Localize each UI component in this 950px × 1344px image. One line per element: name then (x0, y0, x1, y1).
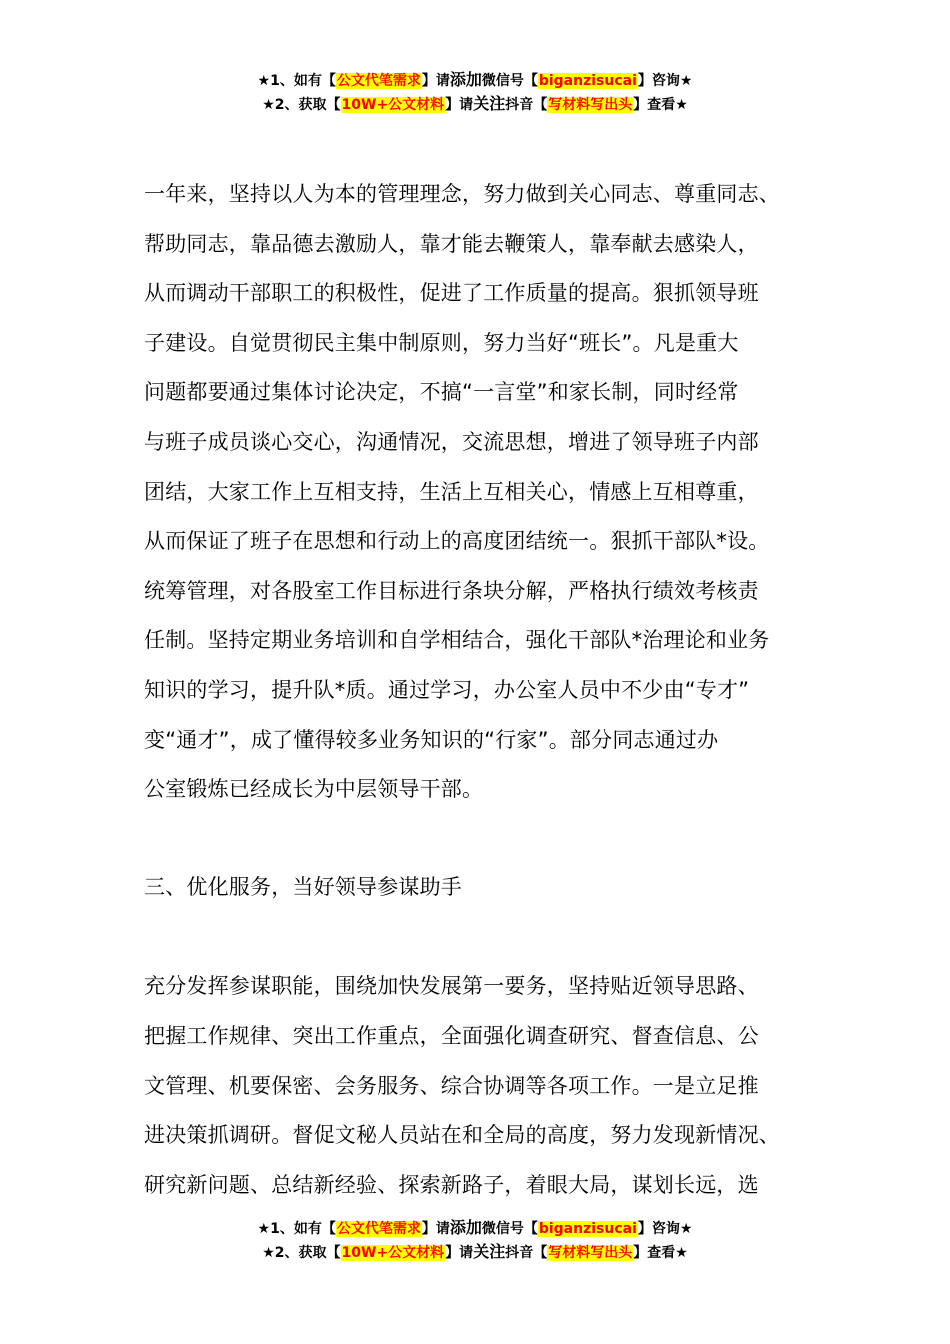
promo-emphasis: 添加 (449, 1218, 482, 1237)
promo-text: 抖音【 (505, 1245, 548, 1261)
promo-highlight-wechat-id: biganzisucai (538, 1221, 637, 1237)
promo-text: 抖音【 (505, 97, 548, 113)
promo-highlight-douyin-id: 写材料写出头 (548, 97, 633, 113)
body-paragraph-1: 一年来，坚持以人为本的管理理念，努力做到关心同志、尊重同志、 帮助同志，靠品德去激励人，靠才能去鞭策人，靠奉献去感染人， 从而调动干部职工的积极性，促进了工作质量的提高。狠抓领导班 子建设。自觉贯彻民主集中制原则，努力当好“班长”。凡是重大 问题都要通过集体讨论决定，不搞“一言堂”和家长制，同时经常 与班子成员谈心交心，沟通情况，交流思想，增进了领导班子内部 团结，大家工作上互相支持，生活上互相关心，情感上互相尊重， 从而保证了班子在思想和行动上的高度团结统一。狠抓干部队*设。 统筹管理，对各股室工作目标进行条块分解，严格执行绩效考核责 任制。坚持定期业务培训和自学相结合，强化干部队*治理论和业务 知识的学习，提升队*质。通过学习，办公室人员中不少由“专才” 变“通才”，成了懂得较多业务知识的“行家”。部分同志通过办 公室锻炼已经成长为中层领导干部。 (144, 182, 780, 802)
promo-text: 】查看★ (633, 1245, 688, 1261)
promo-text: 】咨询★ (637, 73, 693, 89)
promo-text: ★1、如有【 (257, 73, 336, 89)
promo-text: 】查看★ (633, 97, 688, 113)
promo-highlight: 公文代笔需求 (336, 1221, 421, 1237)
document-body (144, 170, 824, 1210)
promo-line-1 (0, 1216, 950, 1240)
promo-emphasis: 关注 (473, 94, 506, 113)
promo-text: ★2、获取【 (262, 97, 341, 113)
promo-text: 】请 (445, 1245, 474, 1261)
promo-banner-top (0, 68, 950, 116)
promo-text: 微信号【 (481, 73, 538, 89)
promo-text: 微信号【 (481, 1221, 538, 1237)
body-paragraph-2: 充分发挥参谋职能，围绕加快发展第一要务，坚持贴近领导思路、 把握工作规律、突出工作重点，全面强化调查研究、督查信息、公 文管理、机要保密、会务服务、综合协调等各项工作。一是立足推 进决策抓调研。督促文秘人员站在和全局的高度，努力发现新情况、 研究新问题、总结新经验、探索新路子，着眼大局，谋划长远，选 (144, 974, 780, 1197)
promo-emphasis: 关注 (473, 1242, 506, 1261)
promo-highlight: 10W+公文材料 (341, 97, 445, 113)
promo-highlight-wechat-id: biganzisucai (538, 73, 637, 89)
paragraph-spacer (144, 912, 824, 962)
promo-highlight: 公文代笔需求 (336, 73, 421, 89)
promo-text: 】请 (445, 97, 474, 113)
section-heading: 三、优化服务，当好领导参谋助手 (144, 874, 462, 899)
promo-text: 】请 (421, 1221, 450, 1237)
promo-line-2 (0, 92, 950, 116)
promo-text: ★2、获取【 (262, 1245, 341, 1261)
promo-text: ★1、如有【 (257, 1221, 336, 1237)
promo-text: 】咨询★ (637, 1221, 693, 1237)
promo-banner-bottom (0, 1216, 950, 1264)
promo-line-2 (0, 1240, 950, 1264)
paragraph-spacer (144, 815, 824, 863)
promo-highlight: 10W+公文材料 (341, 1245, 445, 1261)
promo-emphasis: 添加 (449, 70, 482, 89)
promo-text: 】请 (421, 73, 450, 89)
promo-line-1 (0, 68, 950, 92)
promo-highlight-douyin-id: 写材料写出头 (548, 1245, 633, 1261)
